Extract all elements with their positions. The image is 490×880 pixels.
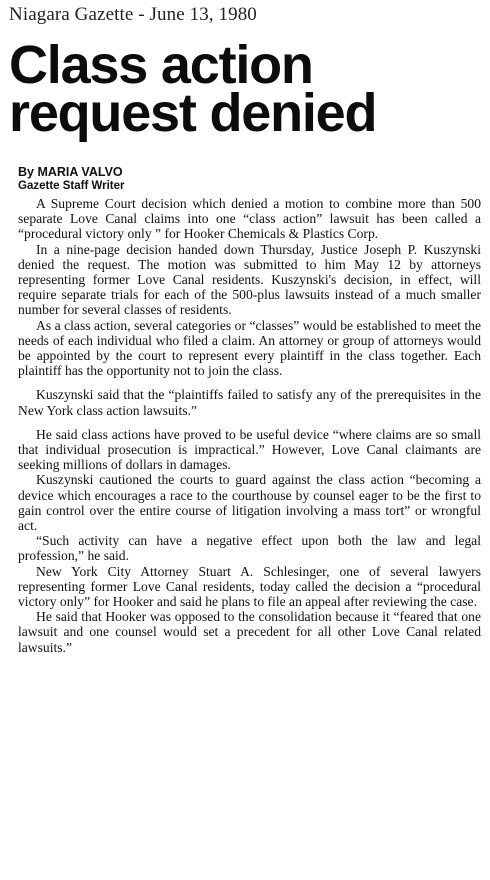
article-paragraph: Kuszynski said that the “plaintiffs failed to satisfy any of the prerequisites in the New York class action lawsuits.”	[18, 387, 481, 418]
headline-line-2: request denied	[9, 83, 377, 143]
article-body	[18, 196, 481, 655]
byline	[18, 165, 125, 193]
article-headline	[9, 35, 484, 143]
article-paragraph: He said that Hooker was opposed to the consolidation because it “feared that one lawsuit and one counsel would set a precedent for all other Love Canal related lawsuits.”	[18, 609, 481, 655]
article-paragraph: A Supreme Court decision which denied a motion to combine more than 500 separate Love Canal claims into one “class action” lawsuit has been called a “procedural victory only ” for Hooker Chemicals & Plastics Corp.	[18, 196, 481, 242]
article-paragraph: “Such activity can have a negative effect upon both the law and legal profession,” he said.	[18, 533, 481, 564]
headline-line-1: Class action	[9, 35, 313, 95]
article-paragraph: New York City Attorney Stuart A. Schlesinger, one of several lawyers representing former Love Canal residents, today called the decision a “procedural victory only” for Hooker and said he plans to file an appeal after reviewing the case.	[18, 563, 481, 610]
article-paragraph: He said class actions have proved to be useful device “where claims are so small that individual prosecution is impractical.” However, Love Canal claimants are seeking millions of dollars in damages.	[18, 426, 481, 473]
byline-role: Gazette Staff Writer	[18, 180, 125, 192]
article-paragraph: In a nine-page decision handed down Thursday, Justice Joseph P. Kuszynski denied the request. The motion was submitted to him May 12 by attorneys representing former Love Canal residents. Kuszynski's decision, in effect, will require separate trials for each of the 500-plus lawsuits instead of a much smaller number for several classes of residents.	[18, 241, 481, 318]
article-paragraph: As a class action, several categories or “classes” would be established to meet the needs of each individual who filed a claim. An attorney or group of attorneys would be appointed by the court to represent every plaintiff in the class together. Each plaintiff has the opportunity not to join the class.	[18, 317, 481, 379]
newspaper-source-line: Niagara Gazette - June 13, 1980	[9, 4, 257, 25]
byline-author: By MARIA VALVO	[18, 165, 123, 179]
article-paragraph: Kuszynski cautioned the courts to guard against the class action “becoming a device which encourages a race to the courthouse by counsel eager to be the first to gain control over the entire course of litigation involving a mass tort” or wrongful act.	[18, 472, 481, 534]
